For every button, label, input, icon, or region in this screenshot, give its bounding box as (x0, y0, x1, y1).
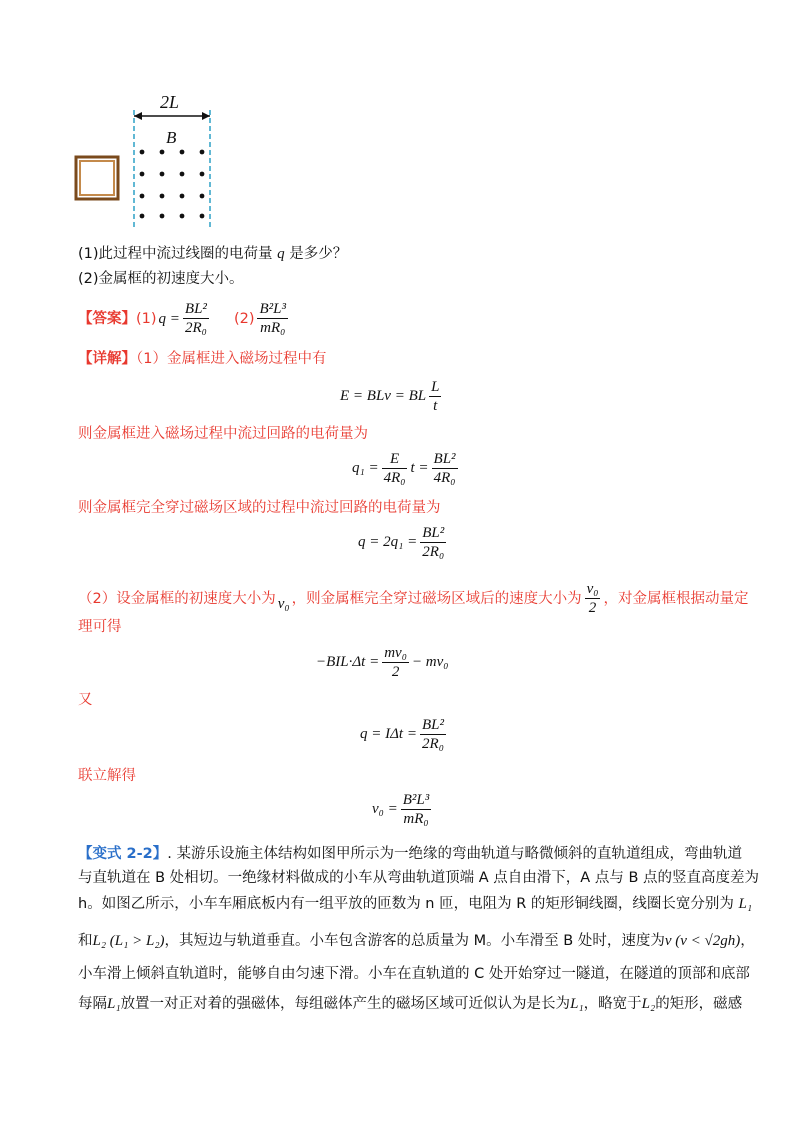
magnetic-field-diagram (60, 90, 230, 240)
detail-line-6: 又 (78, 692, 93, 708)
detail-line-4: （2）设金属框的初速度大小为 v₀ ，则金属框完全穿过磁场区域后的速度大小为 $\frac{\text{v₀}}{2}$ ，对金属框根据动量定 (78, 581, 749, 616)
variant-line-4: 和L₂ (L₁ > L₂)，其短边与轨道垂直。小车包含游客的总质量为 M。小车滑至 B 处时，速度为v (v < √2gh)， (78, 933, 755, 949)
figure (60, 90, 230, 240)
answer-2-fraction: $\frac{\text{B²L³}}{\text{mR₀}}$ (259, 301, 286, 336)
variant-line-1: 【变式 2-2】. 某游乐设施主体结构如图甲所示为一绝缘的弯曲轨道与略微倾斜的直轨道组成，弯曲轨道 (78, 846, 742, 862)
answer-1-fraction: $\frac{\text{BL²}}{\text{2R₀}}$ (184, 301, 207, 336)
detail-line-7: 联立解得 (78, 768, 136, 784)
answer-line: 【答案】 (1) q = $\frac{\text{BL²}}{\text{2R₀}}$ (2) $\frac{\text{B²L³}}{\text{mR₀}}$ (78, 301, 286, 336)
answer-tag: 【答案】 (78, 310, 136, 327)
detail-line-2: 则金属框进入磁场过程中流过回路的电荷量为 (78, 426, 368, 442)
field-label: B (166, 128, 177, 147)
equation-1: E = BLv = BL $\frac{L}{t}$ (340, 379, 440, 414)
equation-2: q₁ = $\frac{E}{\text{4R₀}}$ t = $\frac{\text{BL²}}{\text{4R₀}}$ (352, 451, 456, 486)
equation-3: q = 2q₁ = $\frac{\text{BL²}}{\text{2R₀}}$ (358, 525, 445, 560)
detail-line-5: 理可得 (78, 619, 122, 635)
question-2: (2)金属框的初速度大小。 (78, 271, 244, 287)
variant-line-6: 每隔L₁放置一对正对着的强磁体，每组磁体产生的磁场区域可近似认为是长为L₁，略宽于L₂的矩形，磁感 (78, 996, 743, 1012)
question-1: (1)此过程中流过线圈的电荷量 q 是多少？ (78, 246, 348, 262)
variant-line-2: 与直轨道在 B 处相切。一绝缘材料做成的小车从弯曲轨道顶端 A 点自由滑下，A 点与 B 点的竖直高度差为 (78, 870, 759, 886)
detail-tag: 【详解】 (78, 351, 136, 367)
detail-line-3: 则金属框完全穿过磁场区域的过程中流过回路的电荷量为 (78, 500, 441, 516)
equation-5: q = IΔt = $\frac{\text{BL²}}{\text{2R₀}}$ (360, 717, 444, 752)
variant-tag: 【变式 2-2】 (78, 846, 168, 862)
variant-line-5: 小车滑上倾斜直轨道时，能够自由匀速下滑。小车在直轨道的 C 处开始穿过一隧道，在隧道的顶部和底部 (78, 966, 750, 982)
detail-step-1: 【详解】（1）金属框进入磁场过程中有 (78, 351, 327, 367)
variant-line-3: h。如图乙所示，小车车厢底板内有一组平放的匝数为 n 匝，电阻为 R 的矩形铜线圈，线圈长宽分别为 L₁ (78, 896, 753, 912)
dimension-label: 2L (160, 92, 180, 112)
equation-6: v₀ = $\frac{\text{B²L³}}{\text{mR₀}}$ (372, 792, 430, 827)
equation-4: −BIL·Δt = $\frac{\text{mv₀}}{2}$ − mv₀ (316, 645, 449, 680)
